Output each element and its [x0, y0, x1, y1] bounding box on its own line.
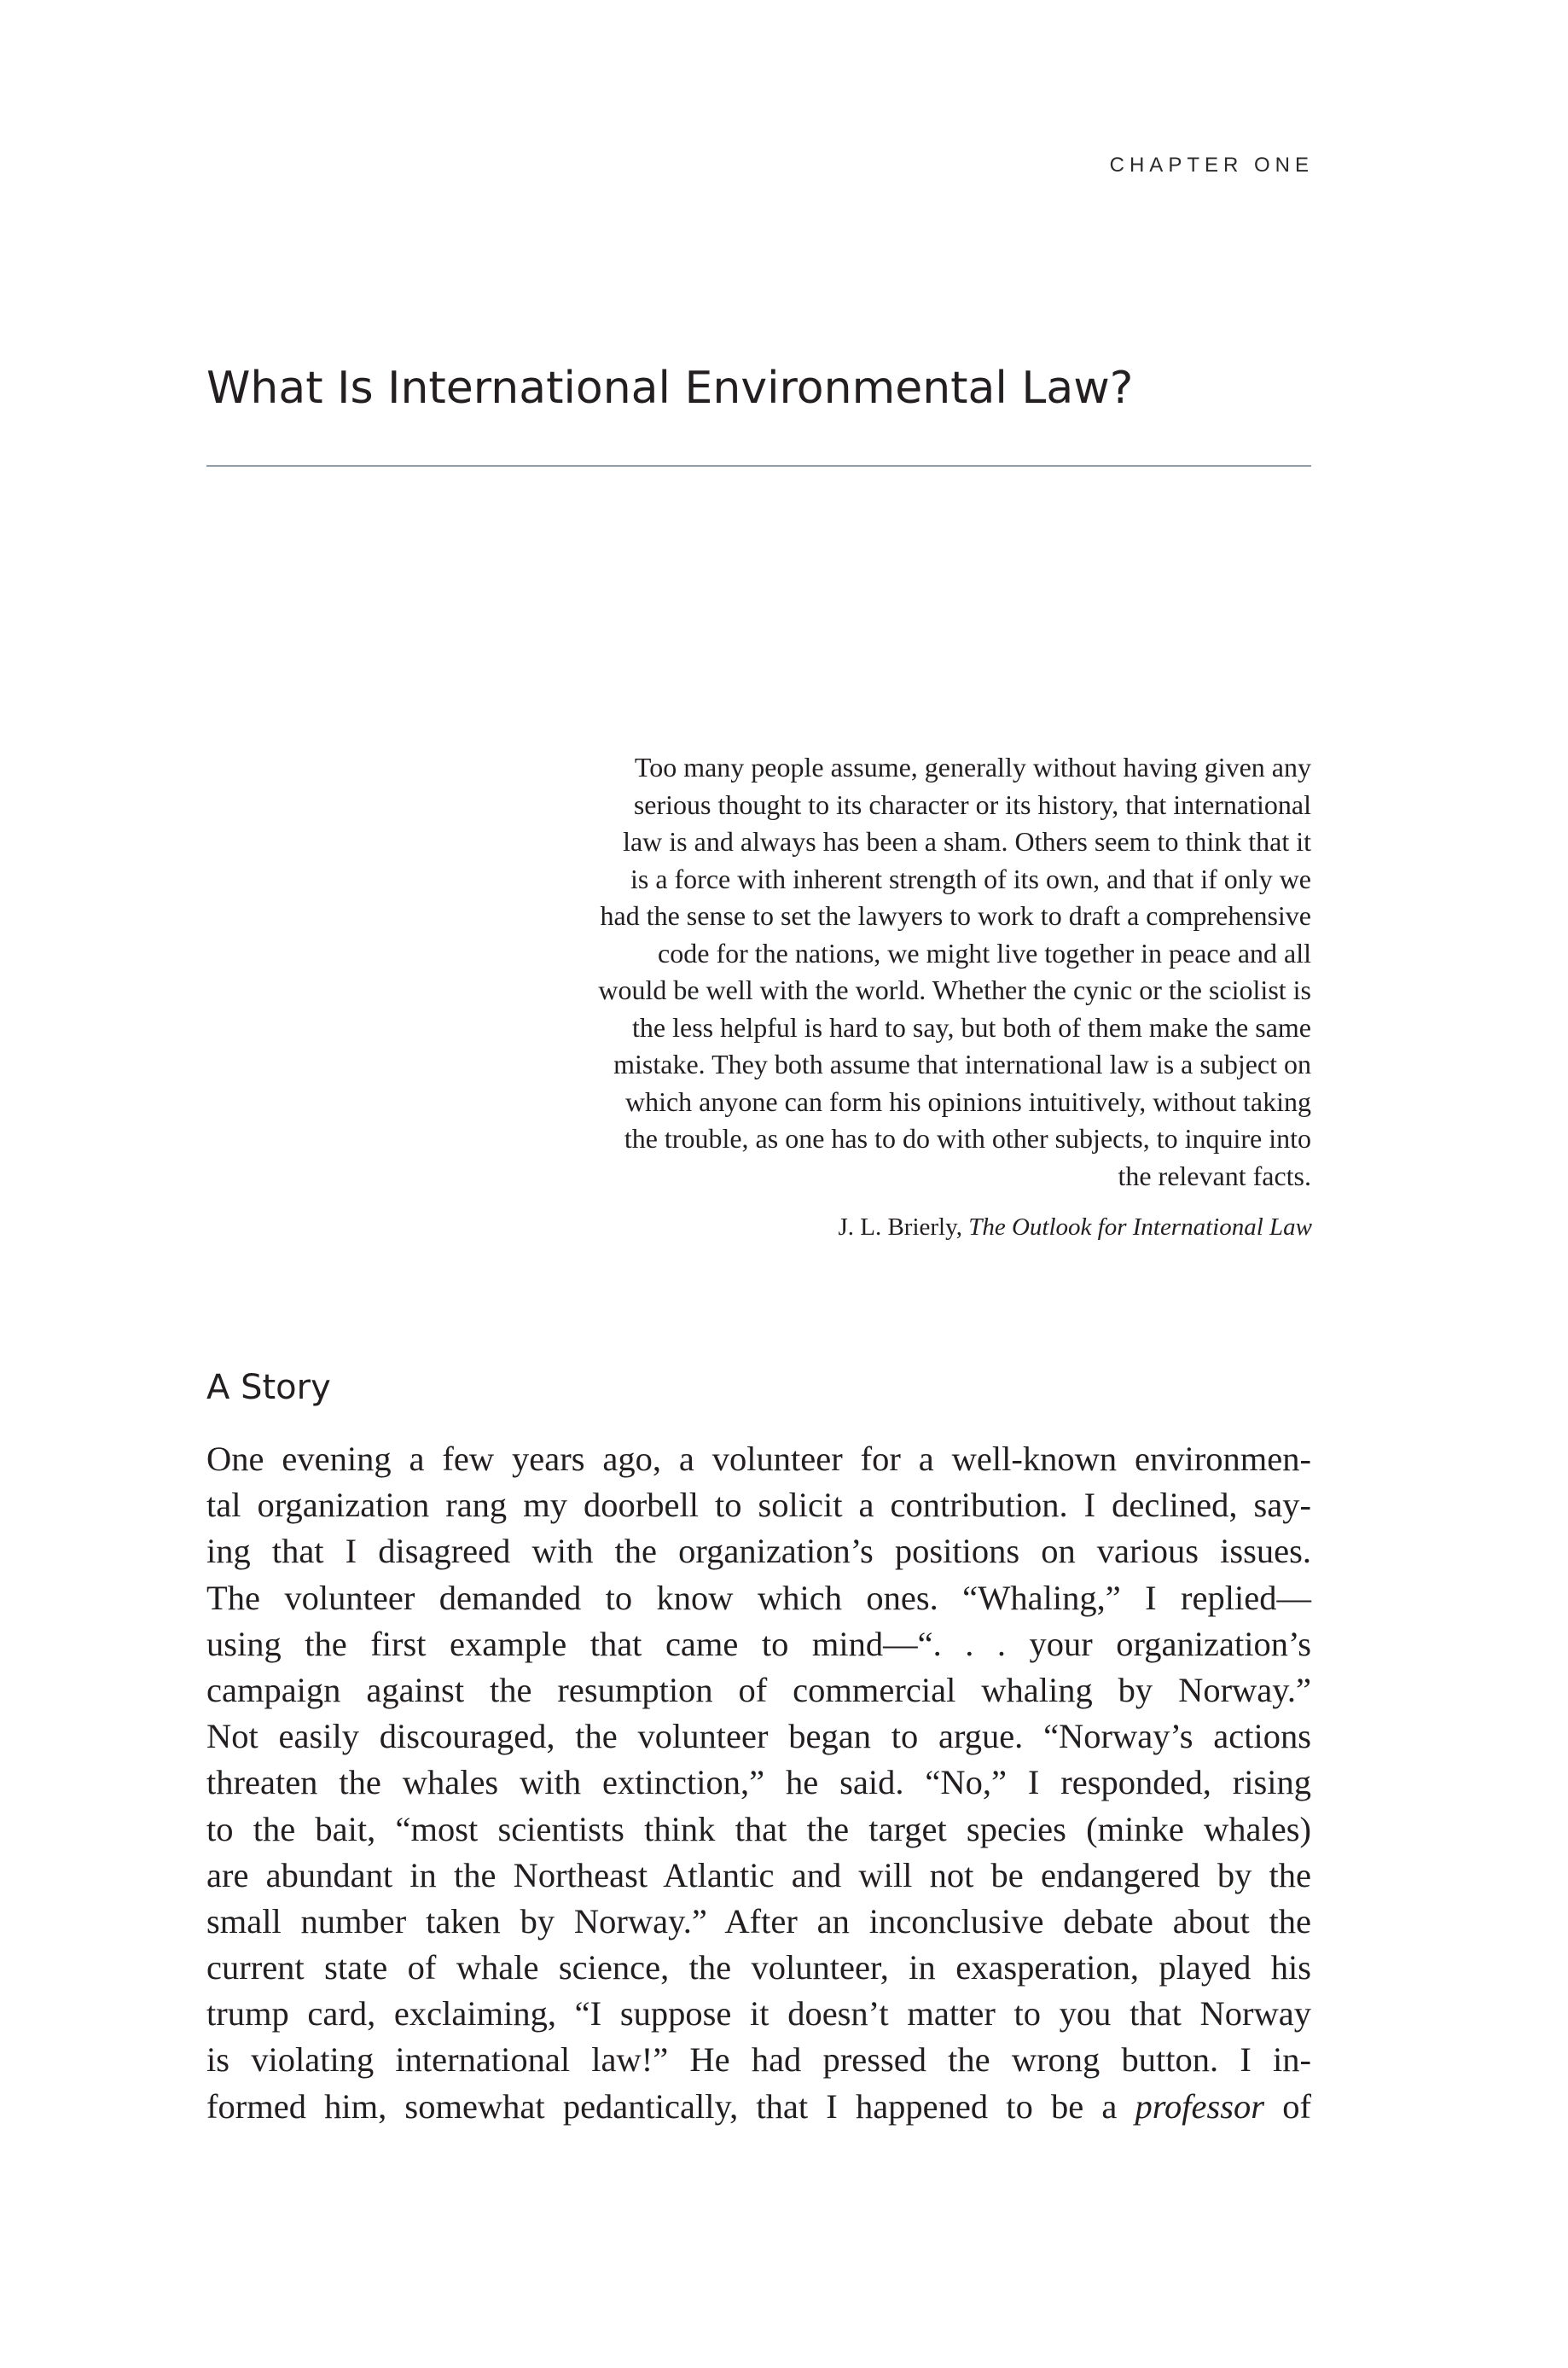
body-line: The volunteer demanded to know which ones. “Whaling,” I replied— — [206, 1578, 1311, 1617]
epigraph-line: law is and always has been a sham. Others seem to think that it — [623, 826, 1311, 857]
epigraph-line: is a force with inherent strength of its own, and that if only we — [630, 863, 1311, 894]
epigraph-line: code for the nations, we might live together in peace and all — [658, 937, 1311, 969]
body-line: trump card, exclaiming, “I suppose it doesn’t matter to you that Norway — [206, 1994, 1311, 2033]
epigraph-line: the relevant facts. — [1118, 1160, 1311, 1191]
body-line: to the bait, “most scientists think that the target species (minke whales) — [206, 1809, 1311, 1848]
body-line: One evening a few years ago, a volunteer for a well-known environmen- — [206, 1440, 1311, 1478]
body-line-last — [206, 2084, 1311, 2130]
body-text-emphasis: professor — [1135, 2086, 1265, 2126]
section-heading: A Story — [206, 1368, 331, 1407]
epigraph-line: would be well with the world. Whether the cynic or the sciolist is — [598, 975, 1311, 1005]
body-line: tal organization rang my doorbell to solicit a contribution. I declined, say- — [206, 1486, 1311, 1525]
body-text-run: of — [1264, 2086, 1311, 2126]
body-line: campaign against the resumption of commercial whaling by Norway.” — [206, 1670, 1311, 1709]
epigraph-line: serious thought to its character or its history, that international — [633, 788, 1311, 820]
body-line: ing that I disagreed with the organization’s positions on various issues. — [206, 1532, 1311, 1571]
epigraph-line: mistake. They both assume that international law is a subject on — [613, 1049, 1311, 1079]
attribution-work-title: The Outlook for International Law — [968, 1213, 1312, 1241]
title-divider — [206, 465, 1311, 467]
attribution-author: J. L. Brierly, — [838, 1213, 969, 1241]
body-line: using the first example that came to mind—“. . . your organization’s — [206, 1624, 1311, 1663]
epigraph-line: which anyone can form his opinions intuitively, without taking — [624, 1085, 1311, 1117]
body-line: Not easily discouraged, the volunteer began to argue. “Norway’s actions — [206, 1717, 1311, 1756]
epigraph-line: had the sense to set the lawyers to work to draft a comprehensive — [600, 900, 1311, 931]
body-line: small number taken by Norway.” After an inconclusive debate about the — [206, 1901, 1311, 1940]
body-line: threaten the whales with extinction,” he said. “No,” I responded, rising — [206, 1763, 1311, 1802]
body-line: is violating international law!” He had pressed the wrong button. I in- — [206, 2040, 1311, 2080]
epigraph-attribution — [838, 1213, 1312, 1242]
chapter-label: CHAPTER ONE — [1109, 154, 1314, 177]
epigraph-line: the less helpful is hard to say, but both of them make the same — [632, 1011, 1311, 1043]
body-line: are abundant in the Northeast Atlantic and will not be endangered by the — [206, 1855, 1311, 1894]
epigraph-line: the trouble, as one has to do with other subjects, to inquire into — [624, 1123, 1311, 1154]
body-paragraph — [206, 1436, 1311, 2130]
body-text-run: formed him, somewhat pedantically, that I happened to be a — [206, 2086, 1135, 2126]
chapter-title: What Is International Environmental Law? — [206, 363, 1134, 414]
epigraph-line: Too many people assume, generally without having given any — [634, 752, 1311, 783]
epigraph — [444, 749, 1311, 1195]
body-line: current state of whale science, the volunteer, in exasperation, played his — [206, 1948, 1311, 1987]
